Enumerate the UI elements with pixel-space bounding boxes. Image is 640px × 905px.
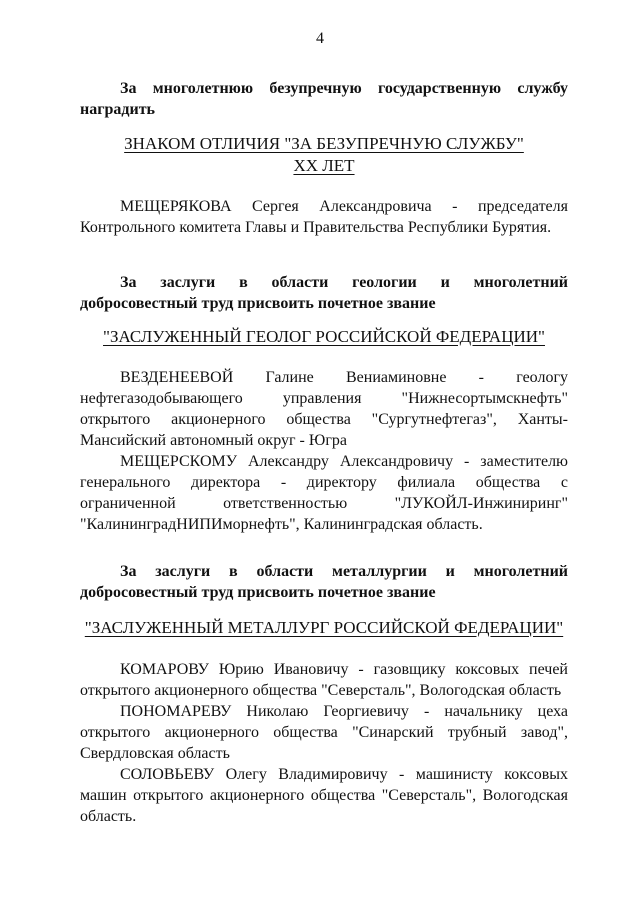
entry-line: ограниченной ответственностью "ЛУКОЙЛ-Инжиниринг" [80,495,568,512]
entry-line: Контрольного комитета Главы и Правительства Республики Бурятия. [80,219,552,236]
title-line: XX ЛЕТ [293,156,355,175]
entry-line: открытого акционерного общества "Северсталь", Вологодская область [80,682,562,699]
entry-line: машин открытого акционерного общества "Северсталь", Вологодская [80,787,568,804]
intro-line: добросовестный труд присвоить почетное звание [80,295,436,312]
entry-line: ПОНОМАРЕВУ Николаю Георгиевичу - начальнику цеха [120,703,568,720]
intro-line: За заслуги в области металлургии и многолетний [120,563,568,580]
page-number: 4 [316,30,324,47]
award-entry [80,701,568,764]
entry-line: Свердловская область [80,745,230,762]
intro-line: добросовестный труд присвоить почетное звание [80,584,436,601]
award-entry [80,367,568,451]
section-1-title [80,133,568,177]
award-entry [80,196,568,238]
section-3-title [80,617,568,639]
title-line: "ЗАСЛУЖЕННЫЙ ГЕОЛОГ РОССИЙСКОЙ ФЕДЕРАЦИИ" [103,327,545,346]
entry-line: область. [80,808,137,825]
entry-line: МЕЩЕРЯКОВА Сергея Александровича - председателя [120,198,568,215]
entry-line: "КалининградНИПИморнефть", Калининградская область. [80,516,483,533]
award-entry [80,659,568,701]
entry-line: открытого акционерного общества "Сургутнефтегаз", Ханты- [80,411,568,428]
award-entry [80,764,568,827]
entry-line: ВЕЗДЕНЕЕВОЙ Галине Вениаминовне - геологу [120,369,568,386]
award-entry [80,451,568,535]
entry-line: открытого акционерного общества "Синарский трубный завод", [80,724,568,741]
intro-line: За заслуги в области геологии и многолетний [120,274,568,291]
title-line: "ЗАСЛУЖЕННЫЙ МЕТАЛЛУРГ РОССИЙСКОЙ ФЕДЕРАЦИИ" [84,618,564,637]
entry-line: СОЛОВЬЕВУ Олегу Владимировичу - машинисту коксовых [120,766,568,783]
entry-line: КОМАРОВУ Юрию Ивановичу - газовщику коксовых печей [120,661,568,678]
entry-line: МЕЩЕРСКОМУ Александру Александровичу - заместителю [120,453,568,470]
section-2-intro [80,272,568,314]
section-3-intro [80,561,568,603]
intro-line: наградить [80,101,156,118]
section-1-intro [80,78,568,120]
entry-line: нефтегазодобывающего управления "Нижнесортымскнефть" [80,390,568,407]
entry-line: генерального директора - директору филиала общества с [80,474,568,491]
title-line: ЗНАКОМ ОТЛИЧИЯ "ЗА БЕЗУПРЕЧНУЮ СЛУЖБУ" [124,134,524,153]
intro-line: За многолетнюю безупречную государственную службу [120,80,568,97]
section-2-title [80,326,568,348]
entry-line: Мансийский автономный округ - Югра [80,432,347,449]
